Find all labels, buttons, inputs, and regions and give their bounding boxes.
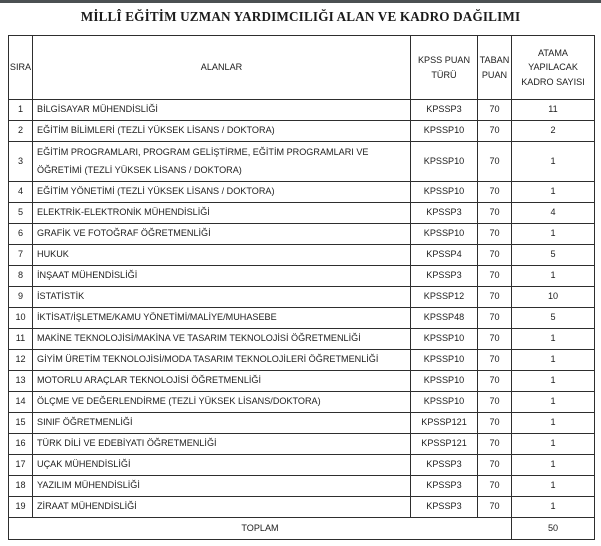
table-row: [9, 434, 595, 455]
table-row: [9, 455, 595, 476]
cell-alan: MAKİNE TEKNOLOJİSİ/MAKİNA VE TASARIM TEKNOLOJİSİ ÖĞRETMENLİĞİ: [33, 329, 411, 350]
cell-kadro-sayisi: 1: [512, 224, 595, 245]
table-row: [9, 392, 595, 413]
cell-sira: 19: [9, 497, 33, 518]
cell-sira: 18: [9, 476, 33, 497]
cell-kpss-puan-turu: KPSSP12: [411, 287, 478, 308]
table-row: [9, 142, 595, 182]
table-row: [9, 100, 595, 121]
cell-kpss-puan-turu: KPSSP10: [411, 182, 478, 203]
page-title: MİLLÎ EĞİTİM UZMAN YARDIMCILIĞI ALAN VE KADRO DAĞILIMI: [80, 9, 521, 24]
cell-kadro-sayisi: 2: [512, 121, 595, 142]
cell-alan: SINIF ÖĞRETMENLİĞİ: [33, 413, 411, 434]
cell-taban-puan: 70: [478, 203, 512, 224]
cell-taban-puan: 70: [478, 371, 512, 392]
cell-alan: YAZILIM MÜHENDİSLİĞİ: [33, 476, 411, 497]
cell-kadro-sayisi: 1: [512, 329, 595, 350]
table-header: [9, 36, 595, 100]
column-header-sira: SIRA: [9, 36, 33, 100]
cell-alan: ZİRAAT MÜHENDİSLİĞİ: [33, 497, 411, 518]
cell-alan: GİYİM ÜRETİM TEKNOLOJİSİ/MODA TASARIM TEKNOLOJİLERİ ÖĞRETMENLİĞİ: [33, 350, 411, 371]
cell-sira: 6: [9, 224, 33, 245]
cell-alan-line1: EĞİTİM PROGRAMLARI, PROGRAM GELİŞTİRME, EĞİTİM PROGRAMLARI VE: [37, 146, 369, 157]
cell-alan: İNŞAAT MÜHENDİSLİĞİ: [33, 266, 411, 287]
table-row: [9, 182, 595, 203]
cell-kadro-sayisi: 1: [512, 266, 595, 287]
cell-alan: BİLGİSAYAR MÜHENDİSLİĞİ: [33, 100, 411, 121]
table-row: [9, 245, 595, 266]
cell-taban-puan: 70: [478, 497, 512, 518]
cell-kpss-puan-turu: KPSSP10: [411, 350, 478, 371]
cell-kpss-puan-turu: KPSSP10: [411, 142, 478, 182]
table-footer: [9, 518, 595, 540]
cell-kpss-puan-turu: KPSSP10: [411, 224, 478, 245]
cell-alan: [33, 142, 411, 182]
table-body: [9, 100, 595, 518]
cell-kpss-puan-turu: KPSSP48: [411, 308, 478, 329]
cell-kadro-sayisi: 1: [512, 434, 595, 455]
cell-kpss-puan-turu: KPSSP121: [411, 434, 478, 455]
cell-alan: GRAFİK VE FOTOĞRAF ÖĞRETMENLİĞİ: [33, 224, 411, 245]
cell-sira: 10: [9, 308, 33, 329]
cell-kpss-puan-turu: KPSSP10: [411, 371, 478, 392]
cell-sira: 7: [9, 245, 33, 266]
column-header-kpss-line1: KPSS PUAN: [417, 55, 471, 66]
cell-alan: TÜRK DİLİ VE EDEBİYATI ÖĞRETMENLİĞİ: [33, 434, 411, 455]
cell-taban-puan: 70: [478, 121, 512, 142]
table-row: [9, 497, 595, 518]
cell-alan-line2: ÖĞRETİMİ (TEZLİ YÜKSEK LİSANS / DOKTORA): [37, 164, 242, 175]
column-header-taban-line2: PUAN: [481, 69, 508, 80]
table-row: [9, 413, 595, 434]
column-header-kpss-puan-turu: [411, 36, 478, 100]
table-row: [9, 224, 595, 245]
cell-sira: 15: [9, 413, 33, 434]
cell-alan: İKTİSAT/İŞLETME/KAMU YÖNETİMİ/MALİYE/MUHASEBE: [33, 308, 411, 329]
cell-alan: HUKUK: [33, 245, 411, 266]
cell-kpss-puan-turu: KPSSP121: [411, 413, 478, 434]
cell-taban-puan: 70: [478, 287, 512, 308]
cell-sira: 12: [9, 350, 33, 371]
cell-sira: 8: [9, 266, 33, 287]
toplam-label: TOPLAM: [9, 518, 512, 540]
column-header-kadro-line3: KADRO SAYISI: [521, 76, 585, 87]
cell-alan: ELEKTRİK-ELEKTRONİK MÜHENDİSLİĞİ: [33, 203, 411, 224]
cell-sira: 3: [9, 142, 33, 182]
column-header-atama-yapilacak-kadro-sayisi: [512, 36, 595, 100]
cell-sira: 14: [9, 392, 33, 413]
cell-kadro-sayisi: 5: [512, 308, 595, 329]
cell-kadro-sayisi: 1: [512, 142, 595, 182]
cell-alan: EĞİTİM YÖNETİMİ (TEZLİ YÜKSEK LİSANS / DOKTORA): [33, 182, 411, 203]
cell-alan: UÇAK MÜHENDİSLİĞİ: [33, 455, 411, 476]
cell-alan: ÖLÇME VE DEĞERLENDİRME (TEZLİ YÜKSEK LİSANS/DOKTORA): [33, 392, 411, 413]
cell-kpss-puan-turu: KPSSP3: [411, 203, 478, 224]
cell-alan: İSTATİSTİK: [33, 287, 411, 308]
table-row: [9, 329, 595, 350]
cell-taban-puan: 70: [478, 434, 512, 455]
cell-kpss-puan-turu: KPSSP4: [411, 245, 478, 266]
cell-kadro-sayisi: 1: [512, 182, 595, 203]
cell-kadro-sayisi: 1: [512, 371, 595, 392]
cell-kpss-puan-turu: KPSSP3: [411, 455, 478, 476]
table-row: [9, 350, 595, 371]
cell-sira: 9: [9, 287, 33, 308]
cell-kpss-puan-turu: KPSSP3: [411, 497, 478, 518]
cell-sira: 13: [9, 371, 33, 392]
column-header-alanlar: ALANLAR: [33, 36, 411, 100]
cell-kadro-sayisi: 5: [512, 245, 595, 266]
cell-taban-puan: 70: [478, 308, 512, 329]
cell-kadro-sayisi: 1: [512, 476, 595, 497]
cell-taban-puan: 70: [478, 413, 512, 434]
table-row: [9, 203, 595, 224]
cell-sira: 11: [9, 329, 33, 350]
cell-taban-puan: 70: [478, 455, 512, 476]
column-header-kpss-line2: TÜRÜ: [431, 69, 457, 80]
header-row: [9, 36, 595, 100]
table-row: [9, 476, 595, 497]
cell-kpss-puan-turu: KPSSP3: [411, 266, 478, 287]
cell-alan: EĞİTİM BİLİMLERİ (TEZLİ YÜKSEK LİSANS / DOKTORA): [33, 121, 411, 142]
cell-sira: 1: [9, 100, 33, 121]
cell-kadro-sayisi: 11: [512, 100, 595, 121]
cell-kpss-puan-turu: KPSSP10: [411, 392, 478, 413]
cell-kadro-sayisi: 1: [512, 413, 595, 434]
cell-kadro-sayisi: 10: [512, 287, 595, 308]
cell-sira: 2: [9, 121, 33, 142]
cell-kpss-puan-turu: KPSSP3: [411, 476, 478, 497]
column-header-kadro-line1: ATAMA: [538, 48, 568, 59]
cell-taban-puan: 70: [478, 266, 512, 287]
toplam-value: 50: [512, 518, 595, 540]
cell-alan: MOTORLU ARAÇLAR TEKNOLOJİSİ ÖĞRETMENLİĞİ: [33, 371, 411, 392]
cell-taban-puan: 70: [478, 245, 512, 266]
toplam-row: [9, 518, 595, 540]
cell-kadro-sayisi: 1: [512, 392, 595, 413]
top-edge-band: [0, 0, 601, 3]
cell-taban-puan: 70: [478, 224, 512, 245]
cell-kpss-puan-turu: KPSSP10: [411, 121, 478, 142]
table-row: [9, 371, 595, 392]
table-row: [9, 121, 595, 142]
cell-sira: 17: [9, 455, 33, 476]
cell-sira: 16: [9, 434, 33, 455]
column-header-taban-puan: [478, 36, 512, 100]
column-header-kadro-line2: YAPILACAK: [528, 62, 578, 73]
cell-kpss-puan-turu: KPSSP10: [411, 329, 478, 350]
cell-taban-puan: 70: [478, 329, 512, 350]
table-row: [9, 266, 595, 287]
cell-kadro-sayisi: 4: [512, 203, 595, 224]
cell-sira: 4: [9, 182, 33, 203]
cell-taban-puan: 70: [478, 100, 512, 121]
cell-taban-puan: 70: [478, 142, 512, 182]
table-row: [9, 308, 595, 329]
cell-taban-puan: 70: [478, 350, 512, 371]
kadro-table-container: [8, 35, 594, 540]
cell-taban-puan: 70: [478, 392, 512, 413]
cell-kadro-sayisi: 1: [512, 350, 595, 371]
cell-taban-puan: 70: [478, 182, 512, 203]
cell-kpss-puan-turu: KPSSP3: [411, 100, 478, 121]
cell-kadro-sayisi: 1: [512, 455, 595, 476]
cell-taban-puan: 70: [478, 476, 512, 497]
kadro-dagilimi-table: [8, 35, 595, 540]
table-row: [9, 287, 595, 308]
cell-kadro-sayisi: 1: [512, 497, 595, 518]
column-header-taban-line1: TABAN: [479, 55, 510, 66]
cell-sira: 5: [9, 203, 33, 224]
